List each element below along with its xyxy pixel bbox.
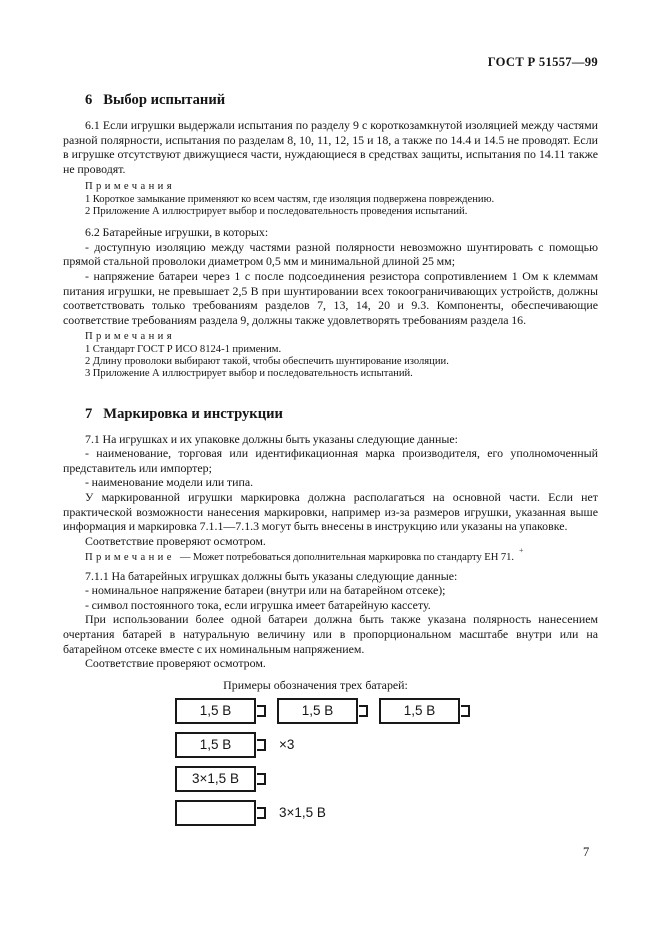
battery-voltage-label: 1,5 В xyxy=(199,737,232,753)
battery-terminal-icon xyxy=(359,705,368,717)
battery-voltage-label: 3×1,5 В xyxy=(192,771,239,787)
battery-symbol xyxy=(175,800,256,826)
battery-terminal-icon xyxy=(257,773,266,785)
note-line: 1 Короткое замыкание применяют ко всем частям, где изоляция подвержена повреждению. xyxy=(85,193,495,205)
section-number: 6 xyxy=(85,92,93,108)
running-header: ГОСТ Р 51557—99 xyxy=(487,55,598,69)
notes-label: Примечания xyxy=(85,181,175,193)
note-line: 1 Стандарт ГОСТ Р ИСО 8124-1 применим. xyxy=(85,343,282,355)
battery-terminal-icon xyxy=(461,705,470,717)
section-7-heading xyxy=(63,405,598,424)
battery-symbol xyxy=(379,698,460,724)
battery-multiplier-label: 3×1,5 В xyxy=(279,805,326,821)
section-number: 7 xyxy=(85,405,93,422)
paragraph-7-1-intro: 7.1 На игрушках и их упаковке должны быть указаны следующие данные: xyxy=(85,431,458,446)
note-label: Примечание xyxy=(85,552,175,564)
battery-symbol xyxy=(175,698,256,724)
paragraph-7-1-1-intro: 7.1.1 На батарейных игрушках должны быть указаны следующие данные: xyxy=(85,568,458,583)
battery-examples-caption: Примеры обозначения трех батарей: xyxy=(223,677,408,692)
battery-symbol xyxy=(277,698,358,724)
battery-voltage-label: 1,5 В xyxy=(199,703,232,719)
paragraph-7-1-item-2: - наименование модели или типа. xyxy=(85,475,254,490)
battery-row-1 xyxy=(175,697,598,724)
paragraph-7-1-item-1: - наименование, торговая или идентификационная марка производителя, его уполномоченный представитель или импортер; xyxy=(63,446,598,475)
section-6-heading xyxy=(63,91,598,110)
note-line: 2 Приложение А иллюстрирует выбор и последовательность проведения испытаний. xyxy=(85,205,468,217)
note-line: 2 Длину проволоки выбирают такой, чтобы обеспечить шунтирование изоляции. xyxy=(85,356,449,368)
battery-voltage-label: 1,5 В xyxy=(301,703,334,719)
note-text: — Может потребоваться дополнительная маркировка по стандарту ЕН 71. xyxy=(179,552,515,564)
paragraph-6-2-item-2: - напряжение батареи через 1 с после подсоединения резистора сопротивлением 1 Ом к клеммам питания игрушки, не превышает 2,5 В при шунтировании всех токоограничивающих устройств, должны соответствовать только требованиям разделов 7, 13, 14, 20 и 9.3. Компоненты, обеспечивающие соответствие требованиям раздела 9, должны также удовлетворять требованиям раздела 16. xyxy=(63,269,598,327)
paragraph-7-1-1-body: При использовании более одной батареи должна быть также указана полярность нанесением очертания батарей в натуральную величину или в пропорциональном масштабе внутри или на батарейном отсеке вместе с их номинальным напряжением. xyxy=(63,612,598,656)
battery-terminal-icon xyxy=(257,807,266,819)
battery-terminal-icon xyxy=(257,705,266,717)
paragraph-6-2-item-1: - доступную изоляцию между частями разной полярности невозможно шунтировать с помощью прямой стальной проволоки диаметром 0,5 мм и минимальной длиной 25 мм; xyxy=(63,239,598,269)
section-title: Выбор испытаний xyxy=(103,92,226,108)
paragraph-7-1-1-item-2: - символ постоянного тока, если игрушка имеет батарейную кассету. xyxy=(85,597,431,612)
battery-row-2 xyxy=(175,731,598,758)
notes-block-6-2 xyxy=(85,331,598,380)
battery-diagram xyxy=(63,697,598,826)
note-7-1 xyxy=(63,552,598,564)
paragraph-6-2-intro: 6.2 Батарейные игрушки, в которых: xyxy=(85,225,269,240)
page-number: 7 xyxy=(583,845,590,859)
paragraph-6-1: 6.1 Если игрушки выдержали испытания по разделу 9 с короткозамкнутой изоляцией между частями разной полярности, испытания по разделам 8, 10, 11, 12, 15 и 18, а также по 14.4 и 14.5 не проводят. Если в игрушке отсутствуют движущиеся части, нуждающиеся в средствах защиты, испытания по 14.11 также не проводят. xyxy=(63,118,598,176)
battery-voltage-label: 1,5 В xyxy=(403,703,436,719)
section-title: Маркировка и инструкции xyxy=(103,405,283,422)
battery-row-4 xyxy=(175,799,598,826)
print-artifact-mark: + xyxy=(519,546,524,555)
paragraph-7-1-1-check: Соответствие проверяют осмотром. xyxy=(85,656,266,671)
notes-block-6-1 xyxy=(85,181,598,218)
note-line: 3 Приложение А иллюстрирует выбор и последовательность испытаний. xyxy=(85,368,413,380)
paragraph-7-1-1-item-1: - номинальное напряжение батареи (внутри или на батарейном отсеке); xyxy=(85,583,446,598)
battery-symbol xyxy=(175,766,256,792)
paragraph-7-1-check: Соответствие проверяют осмотром. xyxy=(85,533,266,548)
paragraph-7-1-body: У маркированной игрушки маркировка должна располагаться на основной части. Если нет практической возможности нанесения маркировки, например из-за размеров игрушки, указанная выше информация и маркировка 7.1.1—7.1.3 могут быть внесены в инструкцию или указаны на упаковке. xyxy=(63,489,598,534)
battery-symbol xyxy=(175,732,256,758)
battery-terminal-icon xyxy=(257,739,266,751)
notes-label: Примечания xyxy=(85,331,175,343)
battery-multiplier-label: ×3 xyxy=(279,737,295,753)
battery-row-3 xyxy=(175,765,598,792)
